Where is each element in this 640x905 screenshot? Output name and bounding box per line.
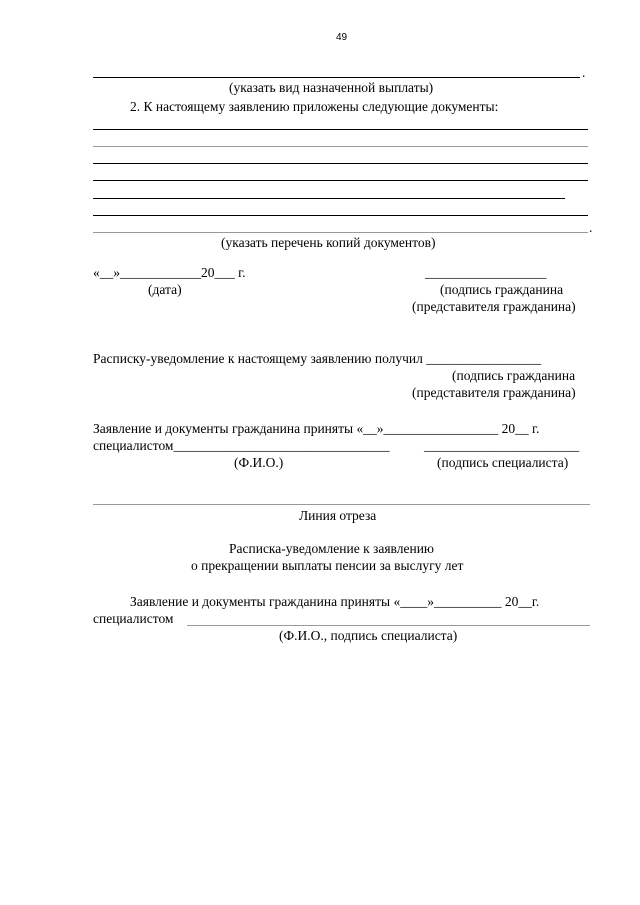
documents-line — [93, 232, 588, 233]
tear-off-specialist-label: специалистом — [93, 611, 174, 626]
fio-caption: (Ф.И.О.) — [234, 455, 284, 470]
tear-off-subtitle: о прекращении выплаты пенсии за выслугу лет — [191, 558, 464, 573]
payment-type-line-end: . — [582, 65, 586, 80]
tear-off-specialist-line — [187, 625, 590, 626]
date-caption: (дата) — [148, 282, 182, 297]
receipt-representative-caption: (представителя гражданина) — [412, 385, 576, 400]
cut-line — [93, 504, 590, 505]
receipt-received-line: Расписку-уведомление к настоящему заявлению получил _________________ — [93, 351, 542, 366]
documents-line — [93, 198, 565, 199]
documents-line — [93, 146, 588, 147]
payment-type-caption: (указать вид назначенной выплаты) — [229, 80, 434, 95]
date-field: «__»____________20___ г. — [93, 265, 246, 280]
documents-line — [93, 215, 588, 216]
payment-type-line — [93, 77, 580, 78]
documents-line-end: . — [589, 220, 593, 235]
documents-heading: 2. К настоящему заявлению приложены следующие документы: — [130, 99, 499, 114]
receipt-signature-caption: (подпись гражданина — [452, 368, 576, 383]
documents-caption: (указать перечень копий документов) — [221, 235, 436, 250]
documents-line — [93, 163, 588, 164]
specialist-signature-caption: (подпись специалиста) — [437, 455, 569, 470]
documents-line — [93, 180, 588, 181]
citizen-signature-line: __________________ — [425, 265, 547, 280]
tear-off-title: Расписка-уведомление к заявлению — [229, 541, 435, 556]
specialist-fio-line: специалистом________________________________ — [93, 438, 390, 453]
cut-line-label: Линия отреза — [299, 508, 377, 523]
tear-off-fio-caption: (Ф.И.О., подпись специалиста) — [279, 628, 458, 643]
tear-off-accepted-line: Заявление и документы гражданина приняты «____»__________ 20__г. — [130, 594, 540, 609]
documents-line — [93, 129, 588, 130]
citizen-representative-caption: (представителя гражданина) — [412, 299, 576, 314]
citizen-signature-caption: (подпись гражданина — [440, 282, 564, 297]
specialist-signature-line: _______________________ — [424, 438, 580, 453]
accepted-line: Заявление и документы гражданина приняты «__»_________________ 20__ г. — [93, 421, 540, 436]
page-number: 49 — [336, 32, 348, 43]
